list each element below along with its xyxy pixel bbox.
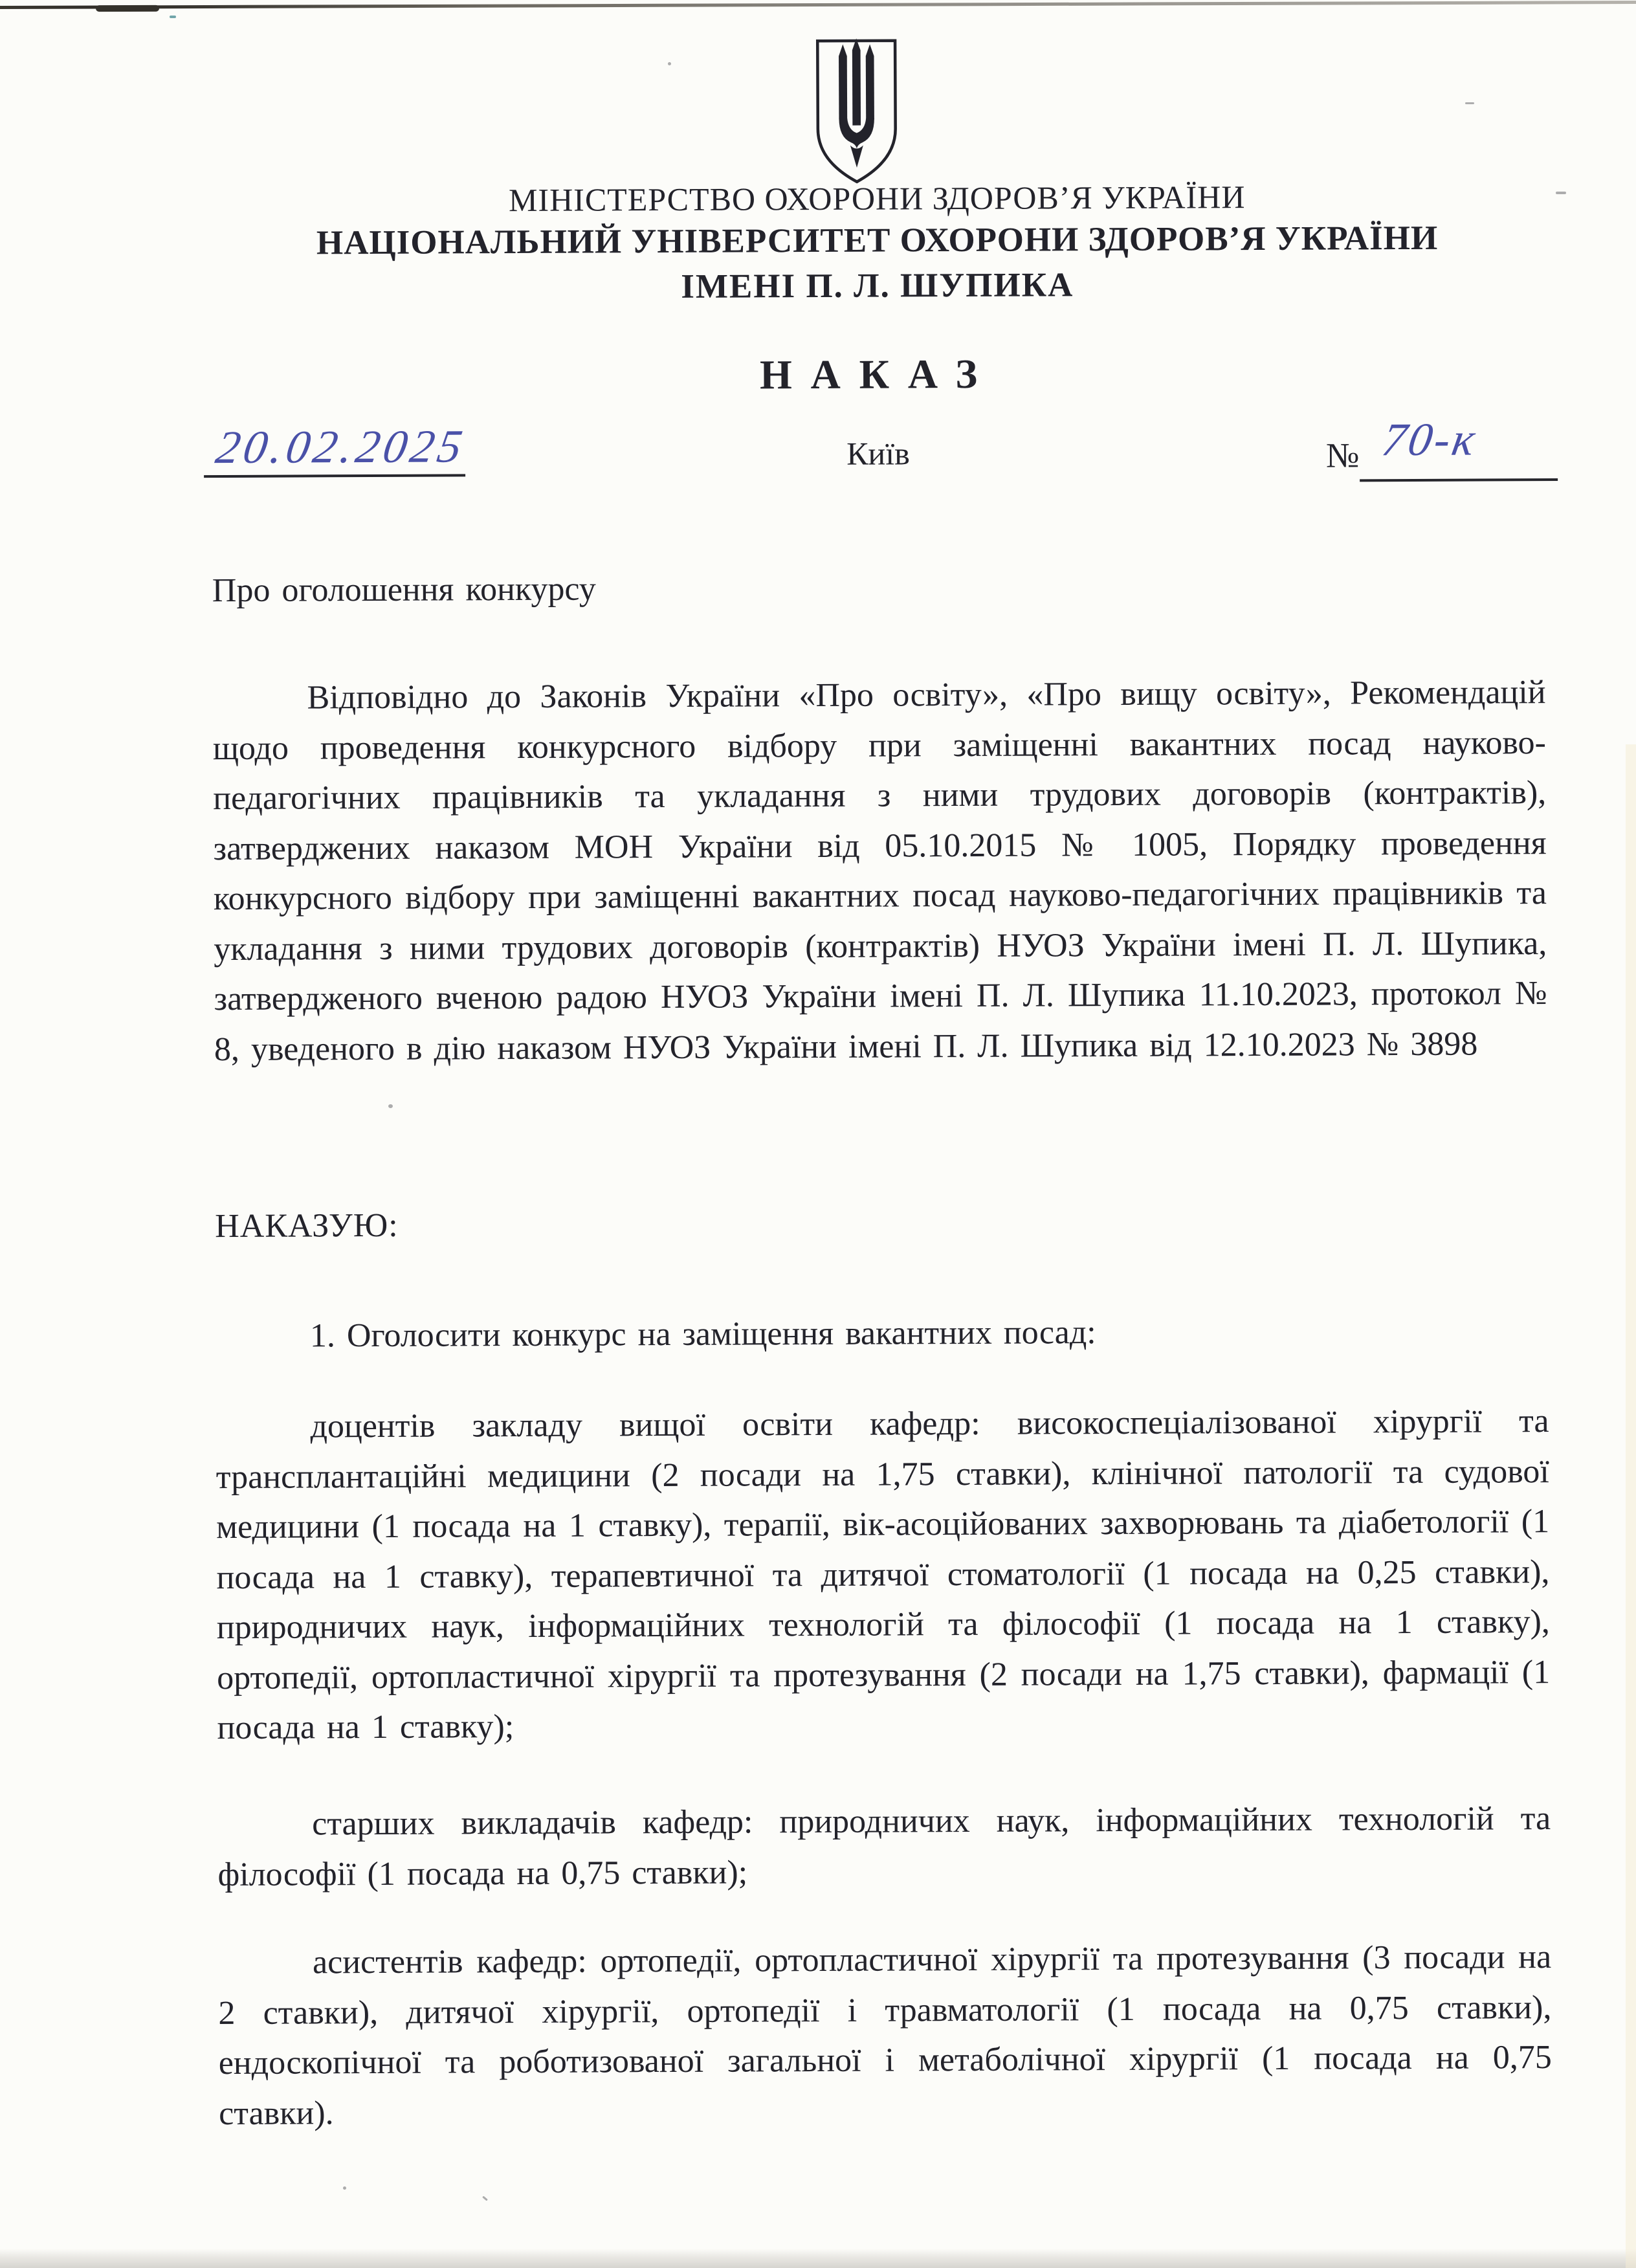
- order-item-1: 1. Оголосити конкурс на заміщення вакантних посад:: [309, 1314, 1096, 1355]
- university-name: ІМЕНІ П. Л. ШУПИКА: [681, 266, 1074, 306]
- number-sign: №: [1325, 436, 1360, 475]
- order-word: НАКАЗУЮ:: [215, 1206, 399, 1245]
- order-number-handwritten: [1378, 413, 1482, 467]
- university-title: НАЦІОНАЛЬНИЙ УНІВЕРСИТЕТ ОХОРОНИ ЗДОРОВ’Я УКРАЇНИ: [316, 219, 1439, 262]
- number-underline: [1360, 478, 1558, 482]
- paragraph-docents: доцентів закладу вищої освіти кафедр: високоспеціалізованої хірургії та трансплантаційні медицини (2 посади на 1,75 ставки), клінічної патології та судової медицини (1 посада на 1 ставку), терапії, вік-асоційованих захворювань та діабетології (1 посада на 1 ставку), терапевтичної та дитячої стоматології (1 посада на 0,25 ставки), природничих наук, інформаційних технологій та філософії (1 посада на 1 ставку), ортопедії, ортопластичної хірургії та протезування (2 посади на 1,75 ставки), фармації (1 посада на 1 ставку);: [216, 1403, 1551, 1747]
- city-label: Київ: [846, 435, 910, 472]
- order-subject: Про оголошення конкурсу: [212, 570, 596, 610]
- paragraph-assistants: асистентів кафедр: ортопедії, ортопластичної хірургії та протезування (3 посади на 2 ставки), дитячої хірургії, ортопедії і травматології (1 посада на 0,75 ставки), ендоскопічної та роботизованої загальної і метаболічної хірургії (1 посада на 0,75 ставки).: [218, 1939, 1552, 2132]
- paragraph-senior-lecturers: старших викладачів кафедр: природничих наук, інформаційних технологій та філософії (1 посада на 0,75 ставки);: [217, 1800, 1551, 1893]
- order-preamble: Відповідно до Законів України «Про освіту», «Про вищу освіту», Рекомендацій щодо проведення конкурсного відбору при заміщенні вакантних посад науково-педагогічних працівників та укладання з ними трудових договорів (контрактів), затверджених наказом МОН України від 05.10.2015 № 1005, Порядку проведення конкурсного відбору при заміщенні вакантних посад науково-педагогічних працівників та укладання з ними трудових договорів (контрактів) НУОЗ України імені П. Л. Шупика, затвердженого вченою радою НУОЗ України імені П. Л. Шупика 11.10.2023, протокол № 8, уведеного в дію наказом НУОЗ України імені П. Л. Шупика від 12.10.2023 № 3898: [212, 674, 1547, 1068]
- ukraine-trident-icon: [808, 36, 905, 189]
- order-number-value: 70-к: [1378, 413, 1482, 466]
- document-type-title: НАКАЗ: [759, 350, 996, 398]
- order-date-value: 20.02.2025: [212, 420, 470, 474]
- ministry-title: МІНІСТЕРСТВО ОХОРОНИ ЗДОРОВ’Я УКРАЇНИ: [508, 179, 1246, 219]
